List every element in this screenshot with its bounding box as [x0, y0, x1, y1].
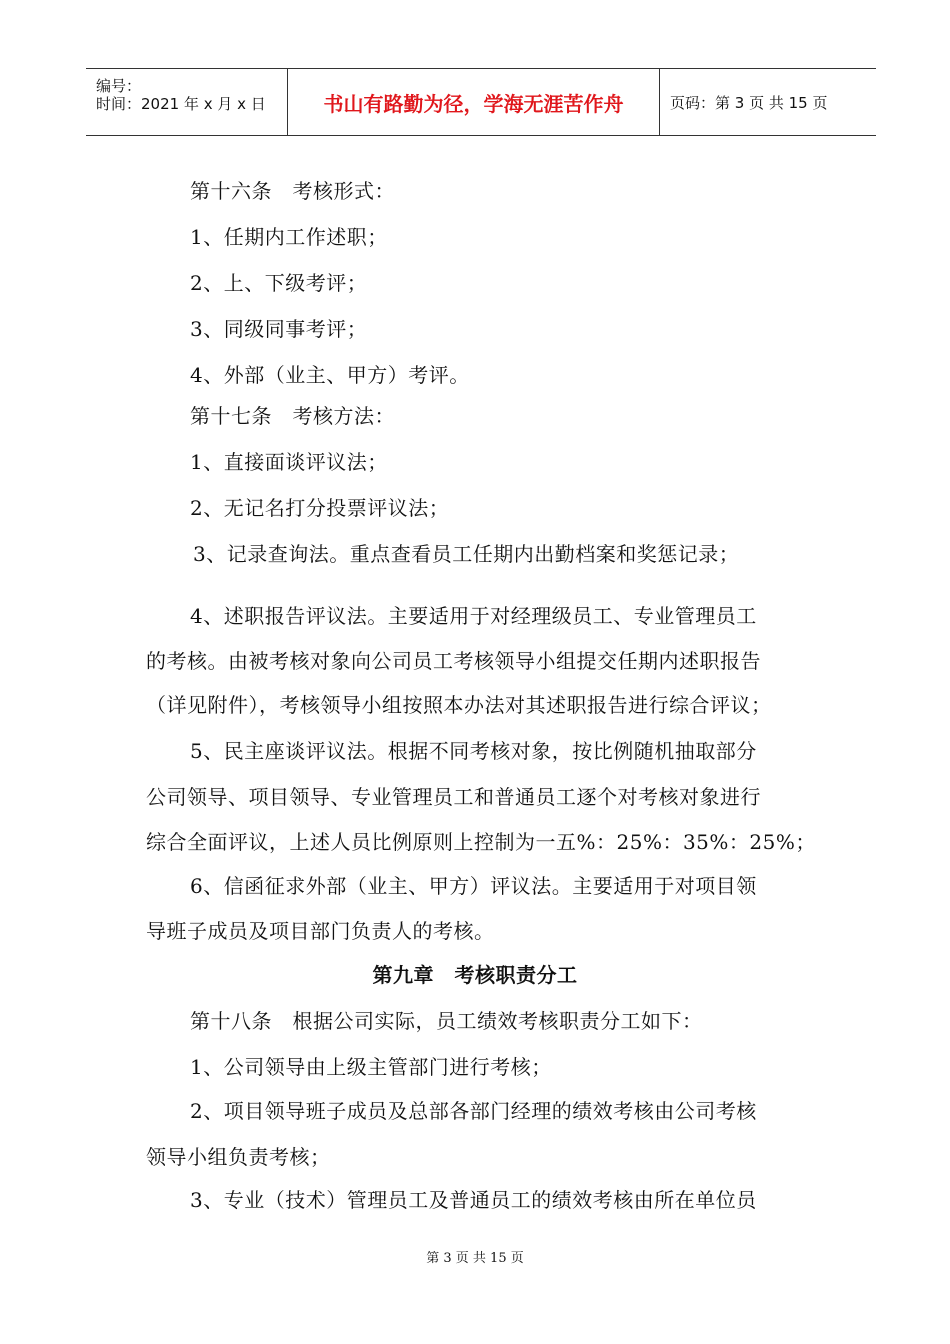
header-meta-cell — [86, 69, 288, 135]
paragraph-line: 3、专业（技术）管理员工及普通员工的绩效考核由所在单位员 — [190, 1188, 757, 1212]
paragraph-line: 领导小组负责考核； — [146, 1145, 331, 1169]
document-header — [86, 68, 876, 136]
list-item: 1、公司领导由上级主管部门进行考核； — [190, 1055, 552, 1079]
chapter-9-heading: 第九章 考核职责分工 — [372, 963, 578, 987]
paragraph-line: 6、信函征求外部（业主、甲方）评议法。主要适用于对项目领 — [190, 874, 757, 898]
header-page-number: 页码：第 3 页 共 15 页 — [670, 93, 828, 112]
paragraph-line: 4、述职报告评议法。主要适用于对经理级员工、专业管理员工 — [190, 604, 757, 628]
article-17-title: 第十七条 考核方法： — [190, 404, 395, 428]
list-item: 3、同级同事考评； — [190, 317, 368, 341]
paragraph-line: 的考核。由被考核对象向公司员工考核领导小组提交任期内述职报告 — [146, 649, 761, 673]
list-item: 1、直接面谈评议法； — [190, 450, 388, 474]
header-motto: 书山有路勤为径，学海无涯苦作舟 — [288, 69, 660, 135]
paragraph-line: 2、项目领导班子成员及总部各部门经理的绩效考核由公司考核 — [190, 1099, 757, 1123]
article-16-title: 第十六条 考核形式： — [190, 179, 395, 203]
list-item: 2、上、下级考评； — [190, 271, 368, 295]
article-18-title: 第十八条 根据公司实际，员工绩效考核职责分工如下： — [190, 1009, 703, 1033]
list-item: 3、记录查询法。重点查看员工任期内出勤档案和奖惩记录； — [193, 542, 740, 566]
list-item: 4、外部（业主、甲方）考评。 — [190, 363, 470, 387]
paragraph-line: （详见附件），考核领导小组按照本办法对其述职报告进行综合评议； — [146, 693, 772, 717]
list-item: 1、任期内工作述职； — [190, 225, 388, 249]
list-item: 2、无记名打分投票评议法； — [190, 496, 450, 520]
paragraph-line: 综合全面评议，上述人员比例原则上控制为一五%：25%：35%：25%； — [146, 830, 816, 854]
document-number-label: 编号： — [96, 77, 142, 95]
page-footer: 第 3 页 共 15 页 — [426, 1251, 524, 1266]
paragraph-line: 公司领导、项目领导、专业管理员工和普通员工逐个对考核对象进行 — [146, 785, 761, 809]
document-time-label: 时间：2021 年 x 月 x 日 — [96, 95, 266, 113]
paragraph-line: 5、民主座谈评议法。根据不同考核对象，按比例随机抽取部分 — [190, 739, 757, 763]
paragraph-line: 导班子成员及项目部门负责人的考核。 — [146, 919, 495, 943]
